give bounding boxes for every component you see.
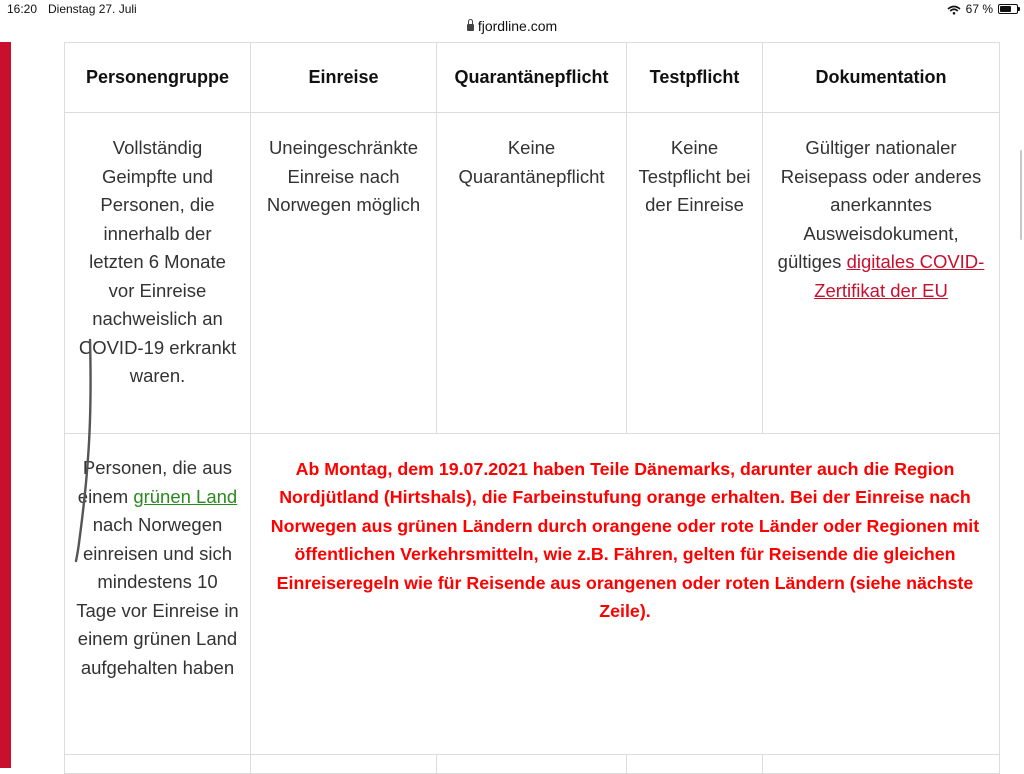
- header-dokumentation: Dokumentation: [763, 43, 1000, 113]
- entry-rules-table-container: [64, 42, 999, 768]
- status-right-group: [947, 2, 1018, 16]
- status-bar: [0, 0, 1024, 18]
- group-green-suffix: nach Norwegen einreisen und sich mindestens 10 Tage vor Einreise in einem grünen Land aufgehalten haben: [76, 514, 239, 678]
- table-row: [65, 434, 1000, 755]
- table-row: [65, 113, 1000, 434]
- header-personengruppe: Personengruppe: [65, 43, 251, 113]
- header-testpflicht: Testpflicht: [627, 43, 763, 113]
- battery-fill: [1000, 6, 1011, 12]
- table-header-row: [65, 43, 1000, 113]
- table-row-partial: [65, 755, 1000, 774]
- left-accent-bar: [0, 42, 11, 768]
- scrollbar[interactable]: [1020, 150, 1022, 240]
- cell-notice: [251, 434, 1000, 755]
- quarantine-text: Keine Quarantänepflicht: [458, 137, 605, 187]
- address-bar[interactable]: [0, 18, 1024, 42]
- documentation-prefix: Gültiger nationaler Reisepass oder anderes anerkanntes Ausweisdokument, gültiges: [777, 137, 982, 272]
- cell-test: [627, 113, 763, 434]
- wifi-icon: [947, 4, 961, 14]
- cell-quarantine: [437, 113, 627, 434]
- entry-rules-table: [64, 42, 1000, 774]
- cell-documentation: [763, 113, 1000, 434]
- status-time: 16:20: [7, 2, 38, 16]
- battery-percent: 67 %: [965, 2, 993, 16]
- eu-covid-certificate-link[interactable]: digitales COVID-Zertifikat der EU: [814, 251, 985, 301]
- entry-text: Uneingeschränkte Einreise nach Norwegen möglich: [266, 137, 421, 215]
- status-date: Dienstag 27. Juli: [48, 2, 137, 16]
- header-quarantaene: Quarantänepflicht: [437, 43, 627, 113]
- group-green-prefix: Personen, die aus einem: [77, 457, 233, 507]
- cell-group-green-country: [65, 434, 251, 755]
- notice-text: Ab Montag, dem 19.07.2021 haben Teile Dänemarks, darunter auch die Region Nordjütland (Hirtshals), die Farbeinstufung orange erhalten. Bei der Einreise nach Norwegen aus grünen Ländern durch orangene oder rote Länder oder Regionen mit öffentlichen Verkehrsmitteln, wie z.B. Fähren, gelten für Reisende die gleichen Einreiseregeln wie für Reisende aus orangenen oder roten Ländern (siehe nächste Zeile).: [270, 459, 980, 622]
- group-green-country-text: [65, 434, 250, 682]
- url-text[interactable]: fjordline.com: [477, 18, 558, 34]
- cell-entry: [251, 113, 437, 434]
- lock-icon: [467, 24, 474, 31]
- battery-icon: [998, 4, 1018, 14]
- green-country-link[interactable]: grünen Land: [133, 485, 238, 507]
- documentation-text: [763, 113, 999, 305]
- cell-group-vaccinated: [65, 113, 251, 434]
- group-vaccinated-text: Vollständig Geimpfte und Personen, die innerhalb der letzten 6 Monate vor Einreise nachweislich an COVID-19 erkrankt waren.: [78, 137, 237, 386]
- test-text: Keine Testpflicht bei der Einreise: [638, 137, 751, 215]
- header-einreise: Einreise: [251, 43, 437, 113]
